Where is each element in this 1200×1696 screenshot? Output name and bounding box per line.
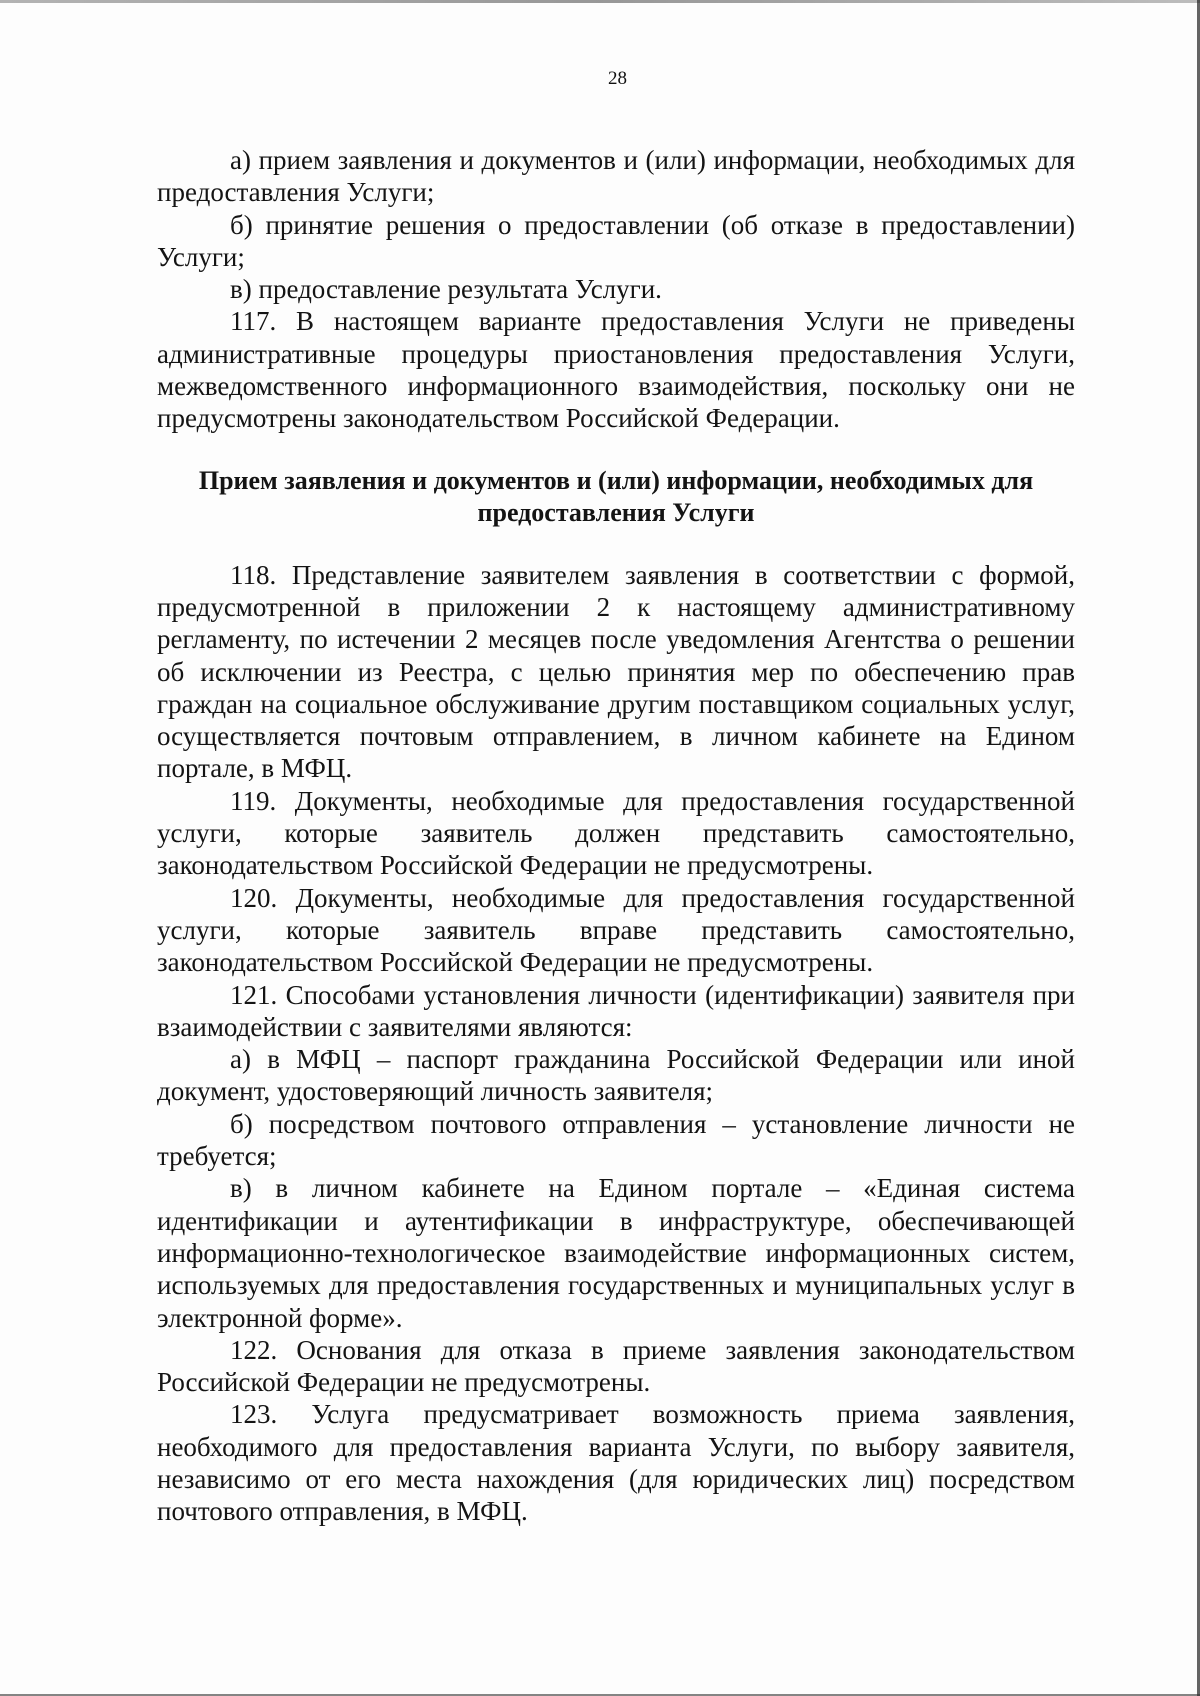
paragraph-121-b: б) посредством почтового отправления – установление личности не требуется; xyxy=(157,1108,1075,1172)
paragraph-121: 121. Способами установления личности (идентификации) заявителя при взаимодействии с заявителями являются: xyxy=(157,979,1075,1042)
paragraph-119: 119. Документы, необходимые для предоставления государственной услуги, которые заявитель должен представить самостоятельно, законодательством Российской Федерации не предусмотрены. xyxy=(157,785,1075,881)
paragraph-118: 118. Представление заявителем заявления в соответствии с формой, предусмотренной в приложении 2 к настоящему административному регламенту, по истечении 2 месяцев после уведомления Агентства о решении об исключении из Реестра, с целью принятия мер по обеспечению прав граждан на социальное обслуживание другим поставщиком социальных услуг, осуществляется почтовым отправлением, в личном кабинете на Едином портале, в МФЦ. xyxy=(157,559,1075,784)
paragraph-121-c: в) в личном кабинете на Едином портале – «Единая система идентификации и аутентификации в инфраструктуре, обеспечивающей информационно-технологическое взаимодействие информационных систем, используемых для предоставления государственных и муниципальных услуг в электронной форме». xyxy=(157,1173,1075,1333)
section-heading: Прием заявления и документов и (или) информации, необходимых для предоставления Услуги xyxy=(198,465,1034,527)
document-body xyxy=(157,144,1075,1528)
page-number: 28 xyxy=(608,68,627,89)
paragraph-item-b: б) принятие решения о предоставлении (об отказе в предоставлении) Услуги; xyxy=(157,209,1075,272)
paragraph-117: 117. В настоящем варианте предоставления Услуги не приведены административные процедуры приостановления предоставления Услуги, межведомственного информационного взаимодействия, поскольку они не предусмотрены законодательством Российской Федерации. xyxy=(157,306,1075,434)
paragraph-121-a: а) в МФЦ – паспорт гражданина Российской Федерации или иной документ, удостоверяющий личность заявителя; xyxy=(157,1044,1075,1107)
paragraph-122: 122. Основания для отказа в приеме заявления законодательством Российской Федерации не предусмотрены. xyxy=(157,1334,1075,1398)
paragraph-item-a: а) прием заявления и документов и (или) информации, необходимых для предоставления Услуги; xyxy=(157,145,1075,208)
paragraph-item-c: в) предоставление результата Услуги. xyxy=(230,274,662,305)
paragraph-123: 123. Услуга предусматривает возможность приема заявления, необходимого для предоставления варианта Услуги, по выбору заявителя, независимо от его места нахождения (для юридических лиц) посредством почтового отправления, в МФЦ. xyxy=(157,1399,1075,1527)
paragraph-120: 120. Документы, необходимые для предоставления государственной услуги, которые заявитель вправе представить самостоятельно, законодательством Российской Федерации не предусмотрены. xyxy=(157,882,1075,978)
scan-edge-top xyxy=(0,0,1200,3)
